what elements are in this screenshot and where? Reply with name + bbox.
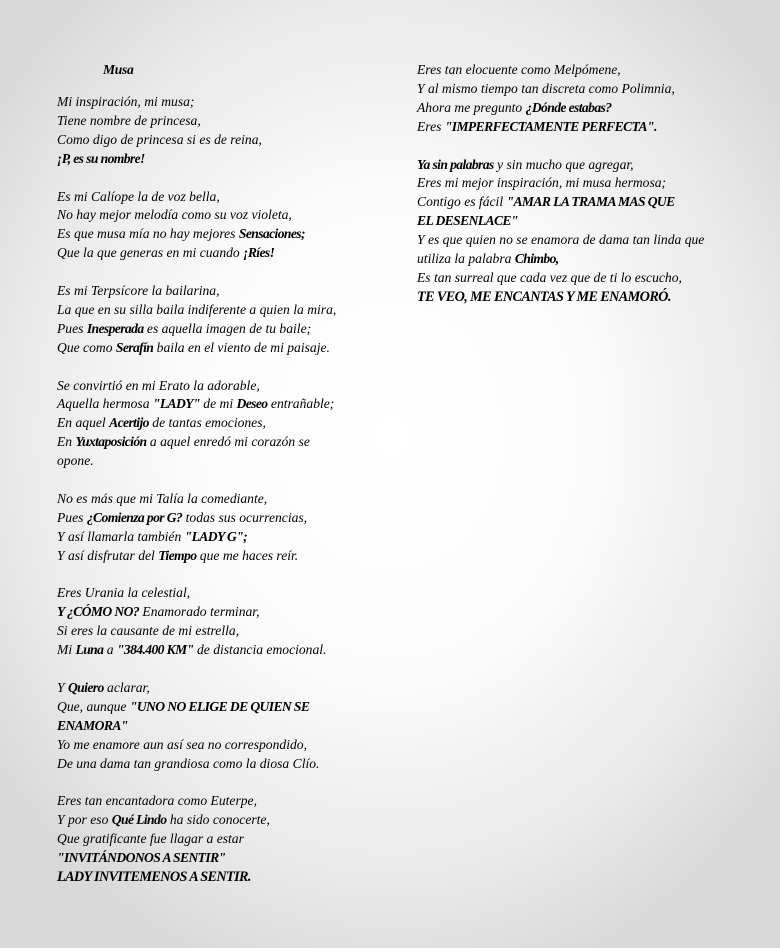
poem-title: Musa <box>103 62 134 77</box>
line-text: Se convirtió en mi Erato la adorable, <box>57 377 260 393</box>
poem-line <box>57 131 387 150</box>
poem-stanza <box>57 490 387 566</box>
line-text: Eres <box>417 118 445 134</box>
poem-line <box>57 395 387 414</box>
poem-line <box>417 174 762 193</box>
line-text: Y al mismo tiempo tan discreta como Polimnia, <box>417 80 675 96</box>
poem-line <box>57 320 387 339</box>
poem-line <box>57 622 387 641</box>
poem-stanza <box>57 792 387 887</box>
emphasized-text: ¿Comienza por G? <box>86 509 183 525</box>
line-text: Y es que quien no se enamora de dama tan linda que <box>417 232 705 248</box>
line-text: Como digo de princesa si es de reina, <box>57 131 262 147</box>
line-text: de distancia emocional. <box>193 642 327 658</box>
line-text: No hay mejor melodía como su voz violeta, <box>57 207 292 223</box>
line-text: Aquella hermosa <box>57 396 153 412</box>
poem-line <box>417 231 762 250</box>
line-text: Es mi Calíope la de voz bella, <box>57 188 220 204</box>
emphasized-text: EL DESENLACE" <box>417 213 518 229</box>
line-text: Eres mi mejor inspiración, mi musa hermosa; <box>417 175 667 191</box>
emphasized-text: "LADY G"; <box>184 528 248 544</box>
poem-line <box>57 811 387 830</box>
emphasized-text: Tiempo <box>158 547 197 563</box>
emphasized-text: "IMPERFECTAMENTE PERFECTA". <box>444 118 657 134</box>
poem-left-column <box>57 93 387 906</box>
line-text: Yo me enamore aun así sea no correspondido, <box>57 736 307 752</box>
line-text: baila en el viento de mi paisaje. <box>153 339 330 355</box>
emphasized-text: "UNO NO ELIGE DE QUIEN SE <box>129 698 310 714</box>
poem-stanza <box>57 679 387 774</box>
line-text: entrañable; <box>267 396 335 412</box>
line-text: Es tan surreal que cada vez que de ti lo escucho, <box>417 269 682 285</box>
poem-stanza <box>57 377 387 472</box>
line-text: todas sus ocurrencias, <box>182 509 308 525</box>
line-text: Si eres la causante de mi estrella, <box>57 623 240 639</box>
line-text: Que la que generas en mi cuando <box>57 245 244 261</box>
emphasized-text: ¿Dónde estabas? <box>525 99 612 115</box>
line-text: Y así disfrutar del <box>57 547 159 563</box>
emphasized-text: Acertijo <box>109 415 149 431</box>
emphasized-text: Sensaciones; <box>238 226 305 242</box>
poem-line <box>417 99 762 118</box>
poem-line <box>57 755 387 774</box>
emphasized-text: LADY INVITEMENOS A SENTIR. <box>57 869 251 886</box>
line-text: Mi inspiración, mi musa; <box>57 94 195 109</box>
line-text: ha sido conocerte, <box>166 812 270 828</box>
emphasized-text: Deseo <box>236 396 268 412</box>
poem-line <box>57 868 387 887</box>
poem-line <box>57 792 387 811</box>
line-text: Que gratificante fue llagar a estar <box>57 831 244 847</box>
poem-line <box>57 188 387 207</box>
emphasized-text: Inesperada <box>86 320 144 336</box>
poem-line <box>57 339 387 358</box>
poem-line <box>57 830 387 849</box>
line-text: Es que musa mía no hay mejores <box>57 226 239 242</box>
poem-line <box>57 206 387 225</box>
line-text: y sin mucho que agregar, <box>493 156 634 172</box>
poem-line <box>57 490 387 509</box>
poem-line <box>417 288 762 307</box>
line-text: Pues <box>57 509 87 525</box>
line-text: Enamorado terminar, <box>139 604 260 620</box>
emphasized-text: "384.400 KM" <box>116 642 194 658</box>
poem-line <box>57 225 387 244</box>
poem-line <box>417 269 762 288</box>
line-text: a aquel enredó mi corazón se <box>146 434 310 450</box>
line-text: utiliza la palabra <box>417 251 515 267</box>
poem-line <box>57 736 387 755</box>
emphasized-text: Luna <box>75 642 104 658</box>
line-text: es aquella imagen de tu baile; <box>143 320 312 336</box>
line-text: de tantas emociones, <box>148 415 266 431</box>
poem-line <box>417 193 762 212</box>
line-text: Que como <box>57 339 116 355</box>
emphasized-text: Yuxtaposición <box>75 434 147 450</box>
poem-right-column <box>417 61 762 326</box>
poem-line <box>57 377 387 396</box>
line-text: Ahora me pregunto <box>417 99 526 115</box>
line-text: Que, aunque <box>57 698 130 714</box>
line-text: de mi <box>199 396 237 412</box>
emphasized-text: Qué Lindo <box>111 812 167 828</box>
poem-line <box>417 118 762 137</box>
line-text: opone. <box>57 453 94 469</box>
line-text: No es más que mi Talía la comediante, <box>57 490 268 506</box>
line-text: aclarar, <box>103 680 150 695</box>
line-text: Y así llamarla también <box>57 528 185 544</box>
line-text: Y por eso <box>57 812 112 828</box>
poem-line <box>57 547 387 566</box>
poem-line <box>57 301 387 320</box>
line-text: Pues <box>57 320 87 336</box>
poem-line <box>57 112 387 131</box>
emphasized-text: "AMAR LA TRAMA MAS QUE <box>506 194 675 210</box>
emphasized-text: Quiero <box>67 680 104 695</box>
poem-line <box>57 641 387 660</box>
line-text: Eres Urania la celestial, <box>57 585 191 601</box>
poem-line <box>57 452 387 471</box>
emphasized-text: ENAMORA" <box>57 717 128 733</box>
poem-stanza <box>417 61 762 137</box>
poem-line <box>57 849 387 868</box>
line-text: En aquel <box>57 415 110 431</box>
line-text: Contigo es fácil <box>417 194 507 210</box>
poem-line <box>57 414 387 433</box>
emphasized-text: TE VEO, ME ENCANTAS Y ME ENAMORÓ. <box>417 288 671 305</box>
line-text: Eres tan elocuente como Melpómene, <box>417 62 621 77</box>
emphasized-text: ¡Ríes! <box>243 245 275 261</box>
emphasized-text: "INVITÁNDONOS A SENTIR" <box>57 850 226 866</box>
emphasized-text: ¡P, es su nombre! <box>57 150 145 166</box>
line-text: a <box>103 642 117 658</box>
poem-line <box>57 603 387 622</box>
poem-line <box>57 93 387 112</box>
line-text: que me haces reír. <box>196 547 299 563</box>
poem-line <box>57 679 387 698</box>
poem-stanza <box>57 282 387 358</box>
line-text: En <box>57 434 76 450</box>
line-text: Es mi Terpsícore la bailarina, <box>57 283 220 299</box>
line-text: Eres tan encantadora como Euterpe, <box>57 793 257 809</box>
line-text: Y <box>57 680 68 695</box>
poem-line <box>57 509 387 528</box>
poem-line <box>57 528 387 547</box>
poem-line <box>57 433 387 452</box>
emphasized-text: Y ¿CÓMO NO? <box>57 604 140 620</box>
poem-line <box>57 698 387 717</box>
line-text: La que en su silla baila indiferente a quien la mira, <box>57 301 337 317</box>
poem-line <box>57 282 387 301</box>
poem-stanza <box>57 93 387 169</box>
line-text: Mi <box>57 642 76 658</box>
poem-line <box>57 244 387 263</box>
poem-line <box>417 156 762 175</box>
emphasized-text: Ya sin palabras <box>417 156 494 172</box>
poem-stanza <box>57 584 387 660</box>
poem-line <box>57 717 387 736</box>
emphasized-text: Chimbo, <box>514 251 559 267</box>
poem-stanza <box>417 156 762 307</box>
emphasized-text: "LADY" <box>152 396 200 412</box>
poem-line <box>57 150 387 169</box>
poem-line <box>417 250 762 269</box>
line-text: De una dama tan grandiosa como la diosa Clío. <box>57 755 320 771</box>
poem-stanza <box>57 188 387 264</box>
poem-line <box>417 212 762 231</box>
emphasized-text: Serafín <box>115 339 154 355</box>
poem-line <box>417 61 762 80</box>
poem-line <box>57 584 387 603</box>
line-text: Tiene nombre de princesa, <box>57 112 201 128</box>
poem-line <box>417 80 762 99</box>
